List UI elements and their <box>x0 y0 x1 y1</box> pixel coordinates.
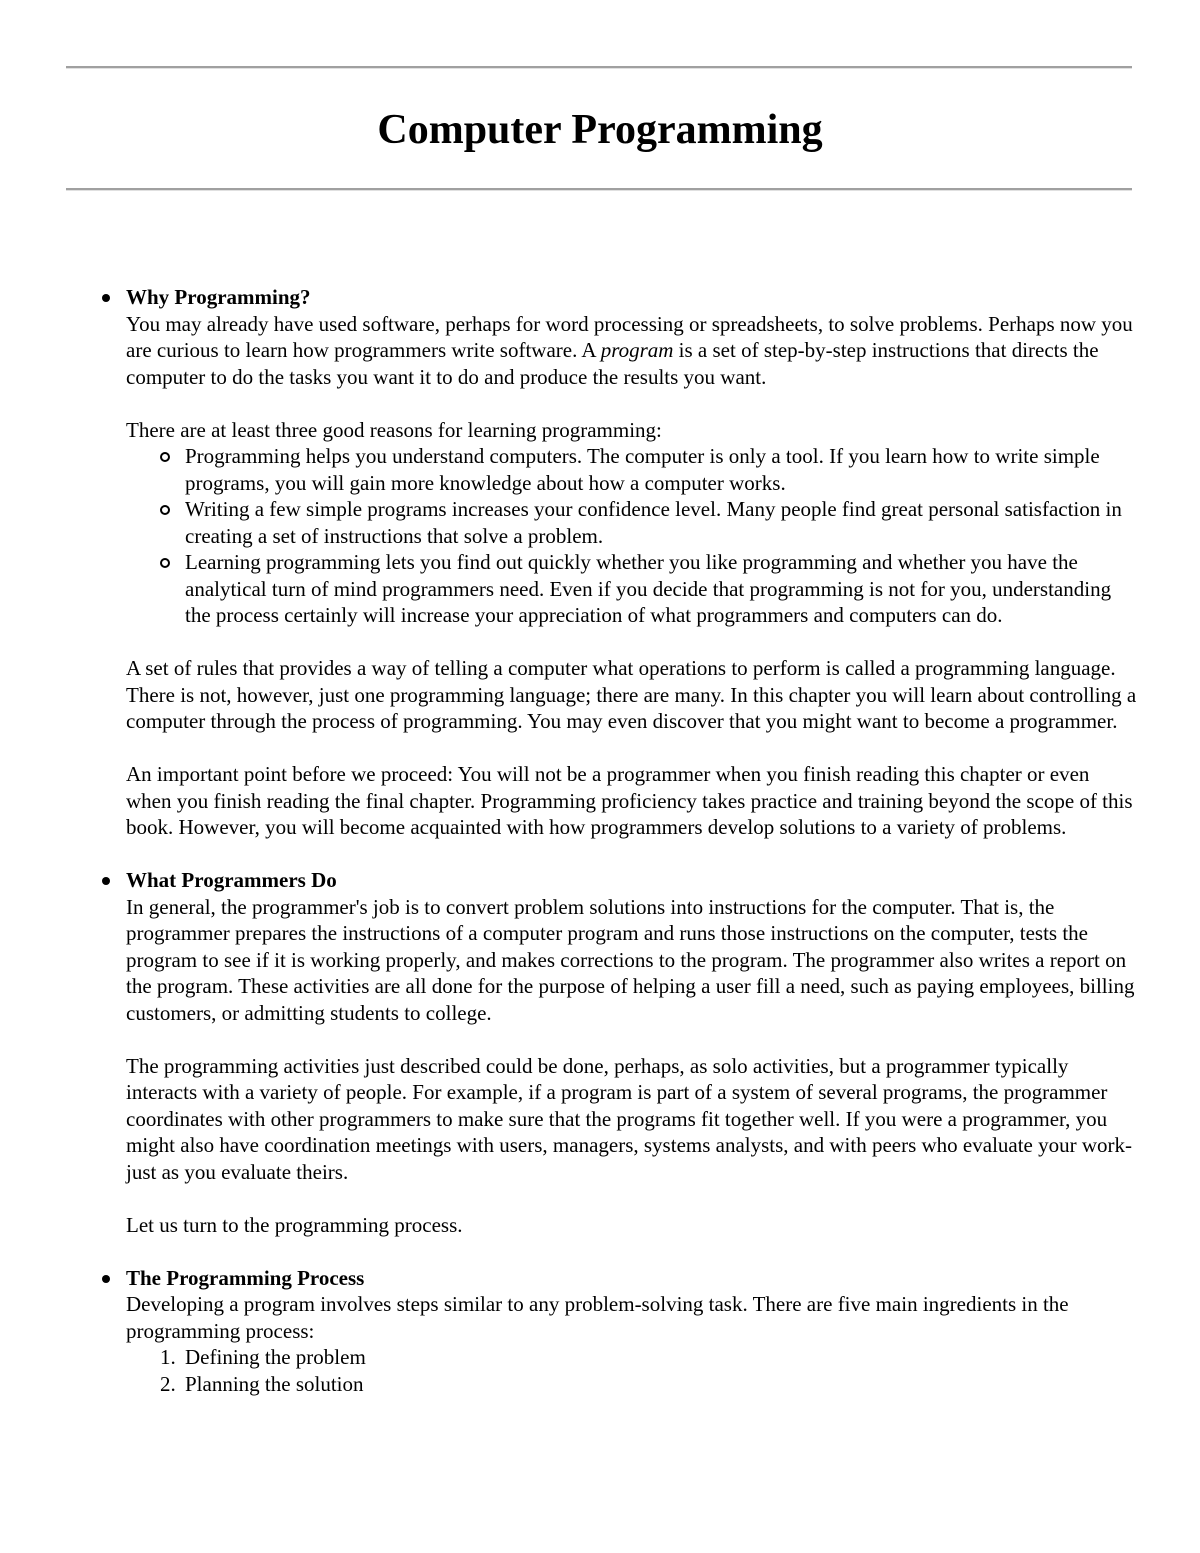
bullet-circle-icon <box>160 452 170 462</box>
list-item: Learning programming lets you find out quickly whether you like programming and whether you have the analytical turn of mind programmers need. Even if you decide that programming is not for you, understanding the process certainly will increase your appreciation of what programmers and computers can do. <box>126 549 1138 629</box>
list-item: Writing a few simple programs increases your confidence level. Many people find great personal satisfaction in creating a set of instructions that solve a problem. <box>126 496 1138 549</box>
section-why-programming <box>126 284 1138 841</box>
process-steps-list <box>126 1344 1138 1397</box>
section-what-programmers-do <box>126 867 1138 1238</box>
bullet-disc-icon <box>102 294 110 302</box>
paragraph-programming-language: A set of rules that provides a way of telling a computer what operations to perform is called a programming language. There is not, however, just one programming language; there are many. In this chapter you will learn about controlling a computer through the process of programming. You may even discover that you might want to become a programmer. <box>126 656 1137 733</box>
bullet-circle-icon <box>160 558 170 568</box>
section-programming-process <box>126 1265 1138 1398</box>
paragraph-important-point: An important point before we proceed: You will not be a programmer when you finish reading this chapter or even when you finish reading the final chapter. Programming proficiency takes practice and training beyond the scope of this book. However, you will become acquainted with how programmers develop solutions to a variety of problems. <box>126 762 1133 839</box>
section-heading: The Programming Process <box>126 1265 365 1290</box>
page-title: Computer Programming <box>377 107 823 153</box>
top-horizontal-rule <box>66 66 1132 69</box>
bullet-disc-icon <box>102 877 110 885</box>
section-heading: Why Programming? <box>126 285 311 309</box>
paragraph-turn: Let us turn to the programming process. <box>126 1212 463 1237</box>
bullet-circle-icon <box>160 505 170 515</box>
paragraph-reasons-lead: There are at least three good reasons for learning programming: <box>126 417 662 442</box>
bullet-disc-icon <box>102 1275 110 1283</box>
paragraph-process-intro: Developing a program involves steps similar to any problem-solving task. There are five main ingredients in the programming process: <box>126 1292 1069 1343</box>
reasons-list <box>126 443 1138 629</box>
paragraph-job: In general, the programmer's job is to convert problem solutions into instructions for the computer. That is, the programmer prepares the instructions of a computer program and runs those instructions on the computer, tests the program to see if it is working properly, and makes corrections to the program. The programmer also writes a report on the program. These activities are all done for the purpose of helping a user fill a need, such as paying employees, billing customers, or admitting students to college. <box>126 894 1135 1025</box>
list-item: 2. Planning the solution <box>160 1371 364 1396</box>
paragraph-activities: The programming activities just described could be done, perhaps, as solo activities, but a programmer typically interacts with a variety of people. For example, if a program is part of a system of several programs, the programmer coordinates with other programmers to make sure that the programs fit together well. If you were a programmer, you might also have coordination meetings with users, managers, systems analysts, and with peers who evaluate your work-just as you evaluate theirs. <box>126 1053 1133 1184</box>
main-content <box>126 284 1138 1397</box>
emphasis-program: program <box>600 338 674 362</box>
paragraph-intro: You may already have used software, perhaps for word processing or spreadsheets, to solve problems. Perhaps now you are curious to learn how programmers write software. A program is a set of step-by-step instructions that directs the computer to do the tasks you want it to do and produce the results you want. <box>126 311 1133 389</box>
section-heading: What Programmers Do <box>126 868 337 892</box>
list-item: 1. Defining the problem <box>160 1345 366 1369</box>
list-item: Programming helps you understand computers. The computer is only a tool. If you learn how to write simple programs, you will gain more knowledge about how a computer works. <box>126 443 1138 496</box>
bottom-horizontal-rule <box>66 188 1132 191</box>
